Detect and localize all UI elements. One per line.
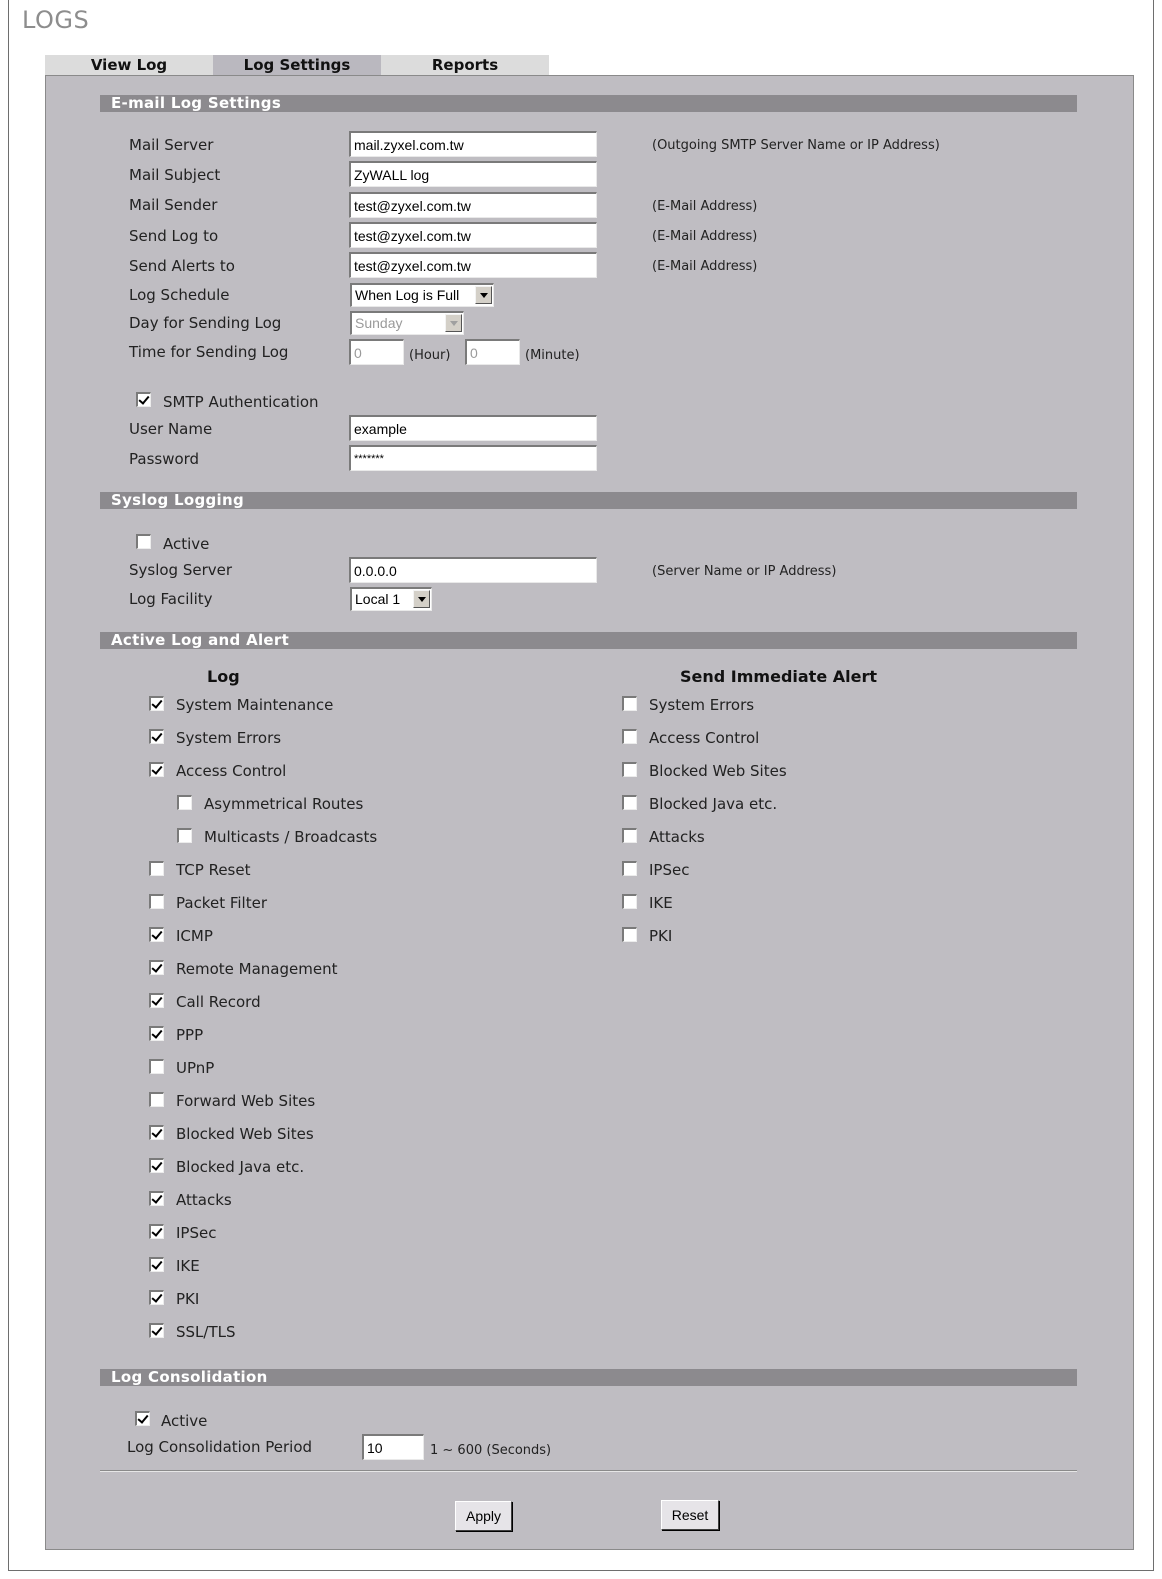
log-option-checkbox[interactable]: [149, 1125, 164, 1140]
mail-sender-label: Mail Sender: [129, 196, 218, 214]
consolidation-active-label: Active: [161, 1412, 208, 1430]
alert-option-checkbox[interactable]: [622, 894, 637, 909]
alert-column-header: Send Immediate Alert: [680, 667, 877, 686]
alert-option-checkbox[interactable]: [622, 729, 637, 744]
smtp-auth-label: SMTP Authentication: [163, 393, 319, 411]
smtp-auth-checkbox[interactable]: [136, 392, 151, 407]
minute-input[interactable]: [465, 339, 520, 365]
mail-subject-label: Mail Subject: [129, 166, 221, 184]
log-facility-value: Local 1: [355, 591, 401, 607]
log-option-checkbox[interactable]: [149, 1026, 164, 1041]
password-input[interactable]: [349, 445, 597, 471]
syslog-active-checkbox[interactable]: [136, 534, 151, 549]
syslog-section-header: Syslog Logging: [100, 492, 1077, 509]
alert-option-label: PKI: [649, 927, 673, 945]
mail-server-input[interactable]: [349, 131, 597, 157]
log-option-label: Remote Management: [176, 960, 338, 978]
log-option-label: Forward Web Sites: [176, 1092, 316, 1110]
alert-option-checkbox[interactable]: [622, 696, 637, 711]
password-label: Password: [129, 450, 200, 468]
log-option-label: Multicasts / Broadcasts: [204, 828, 378, 846]
log-option-checkbox[interactable]: [149, 861, 164, 876]
log-option-label: Access Control: [176, 762, 287, 780]
alert-option-checkbox[interactable]: [622, 795, 637, 810]
alert-option-checkbox[interactable]: [622, 828, 637, 843]
send-alerts-to-hint: (E-Mail Address): [652, 259, 758, 274]
log-option-label: IKE: [176, 1257, 200, 1275]
alert-option-label: Access Control: [649, 729, 760, 747]
alert-option-label: IKE: [649, 894, 673, 912]
chevron-down-icon[interactable]: [475, 286, 492, 304]
active-log-section-header: Active Log and Alert: [100, 632, 1077, 649]
chevron-down-icon[interactable]: [445, 314, 462, 332]
reset-button[interactable]: Reset: [661, 1500, 719, 1530]
day-for-sending-select[interactable]: [350, 311, 464, 335]
hour-input[interactable]: [349, 339, 404, 365]
log-schedule-label: Log Schedule: [129, 286, 230, 304]
user-name-input[interactable]: [349, 415, 597, 441]
log-option-label: TCP Reset: [176, 861, 251, 879]
send-log-to-label: Send Log to: [129, 227, 219, 245]
tab-log-settings[interactable]: Log Settings: [213, 55, 381, 75]
log-option-checkbox[interactable]: [149, 762, 164, 777]
log-option-label: ICMP: [176, 927, 213, 945]
syslog-server-input[interactable]: [349, 557, 597, 583]
log-option-checkbox[interactable]: [149, 927, 164, 942]
log-schedule-value: When Log is Full: [355, 287, 460, 303]
chevron-down-icon[interactable]: [413, 590, 430, 608]
footer-divider: [100, 1470, 1077, 1472]
log-option-checkbox[interactable]: [149, 1257, 164, 1272]
mail-server-hint: (Outgoing SMTP Server Name or IP Address): [652, 138, 940, 153]
log-option-label: System Maintenance: [176, 696, 334, 714]
log-option-checkbox[interactable]: [149, 1191, 164, 1206]
log-option-label: UPnP: [176, 1059, 215, 1077]
send-log-to-hint: (E-Mail Address): [652, 229, 758, 244]
log-option-checkbox[interactable]: [149, 1059, 164, 1074]
alert-option-label: Blocked Web Sites: [649, 762, 787, 780]
log-option-checkbox[interactable]: [149, 696, 164, 711]
log-option-label: Blocked Java etc.: [176, 1158, 305, 1176]
alert-option-checkbox[interactable]: [622, 861, 637, 876]
log-option-label: Call Record: [176, 993, 261, 1011]
hour-unit-label: (Hour): [409, 348, 451, 363]
mail-sender-input[interactable]: [349, 192, 597, 218]
log-option-checkbox[interactable]: [149, 894, 164, 909]
log-option-checkbox[interactable]: [177, 795, 192, 810]
consolidation-period-input[interactable]: [362, 1434, 424, 1460]
log-option-label: IPSec: [176, 1224, 217, 1242]
page-title: LOGS: [22, 6, 90, 34]
alert-option-checkbox[interactable]: [622, 927, 637, 942]
log-option-label: PKI: [176, 1290, 200, 1308]
log-option-label: Blocked Web Sites: [176, 1125, 314, 1143]
log-option-label: Asymmetrical Routes: [204, 795, 364, 813]
alert-option-label: Blocked Java etc.: [649, 795, 778, 813]
user-name-label: User Name: [129, 420, 213, 438]
minute-unit-label: (Minute): [525, 348, 580, 363]
log-option-label: Packet Filter: [176, 894, 267, 912]
day-for-sending-label: Day for Sending Log: [129, 314, 282, 332]
alert-option-label: Attacks: [649, 828, 705, 846]
consolidation-period-hint: 1 ~ 600 (Seconds): [430, 1443, 552, 1458]
consolidation-active-checkbox[interactable]: [135, 1411, 150, 1426]
mail-subject-input[interactable]: [349, 161, 597, 187]
mail-sender-hint: (E-Mail Address): [652, 199, 758, 214]
log-option-label: Attacks: [176, 1191, 232, 1209]
alert-option-label: System Errors: [649, 696, 755, 714]
syslog-active-label: Active: [163, 535, 210, 553]
log-option-checkbox[interactable]: [149, 1092, 164, 1107]
log-option-checkbox[interactable]: [149, 993, 164, 1008]
log-option-checkbox[interactable]: [149, 1224, 164, 1239]
log-option-checkbox[interactable]: [149, 1158, 164, 1173]
log-option-label: PPP: [176, 1026, 204, 1044]
log-option-checkbox[interactable]: [149, 1323, 164, 1338]
consolidation-section-header: Log Consolidation: [100, 1369, 1077, 1386]
send-alerts-to-input[interactable]: [349, 252, 597, 278]
tab-reports[interactable]: Reports: [381, 55, 549, 75]
syslog-server-hint: (Server Name or IP Address): [652, 564, 837, 579]
apply-button[interactable]: Apply: [455, 1501, 512, 1531]
syslog-server-label: Syslog Server: [129, 561, 233, 579]
log-column-header: Log: [207, 667, 240, 686]
log-option-checkbox[interactable]: [149, 729, 164, 744]
send-alerts-to-label: Send Alerts to: [129, 257, 235, 275]
tab-view-log[interactable]: View Log: [45, 55, 213, 75]
log-schedule-select[interactable]: [350, 283, 494, 307]
day-for-sending-value: Sunday: [355, 315, 403, 331]
mail-server-label: Mail Server: [129, 136, 214, 154]
consolidation-period-label: Log Consolidation Period: [127, 1438, 313, 1456]
log-facility-select[interactable]: [350, 587, 432, 611]
log-facility-label: Log Facility: [129, 590, 213, 608]
log-option-checkbox[interactable]: [149, 960, 164, 975]
log-option-checkbox[interactable]: [177, 828, 192, 843]
log-option-label: SSL/TLS: [176, 1323, 236, 1341]
log-option-label: System Errors: [176, 729, 282, 747]
alert-option-label: IPSec: [649, 861, 690, 879]
send-log-to-input[interactable]: [349, 222, 597, 248]
log-option-checkbox[interactable]: [149, 1290, 164, 1305]
time-for-sending-label: Time for Sending Log: [129, 343, 289, 361]
email-section-header: E-mail Log Settings: [100, 95, 1077, 112]
alert-option-checkbox[interactable]: [622, 762, 637, 777]
